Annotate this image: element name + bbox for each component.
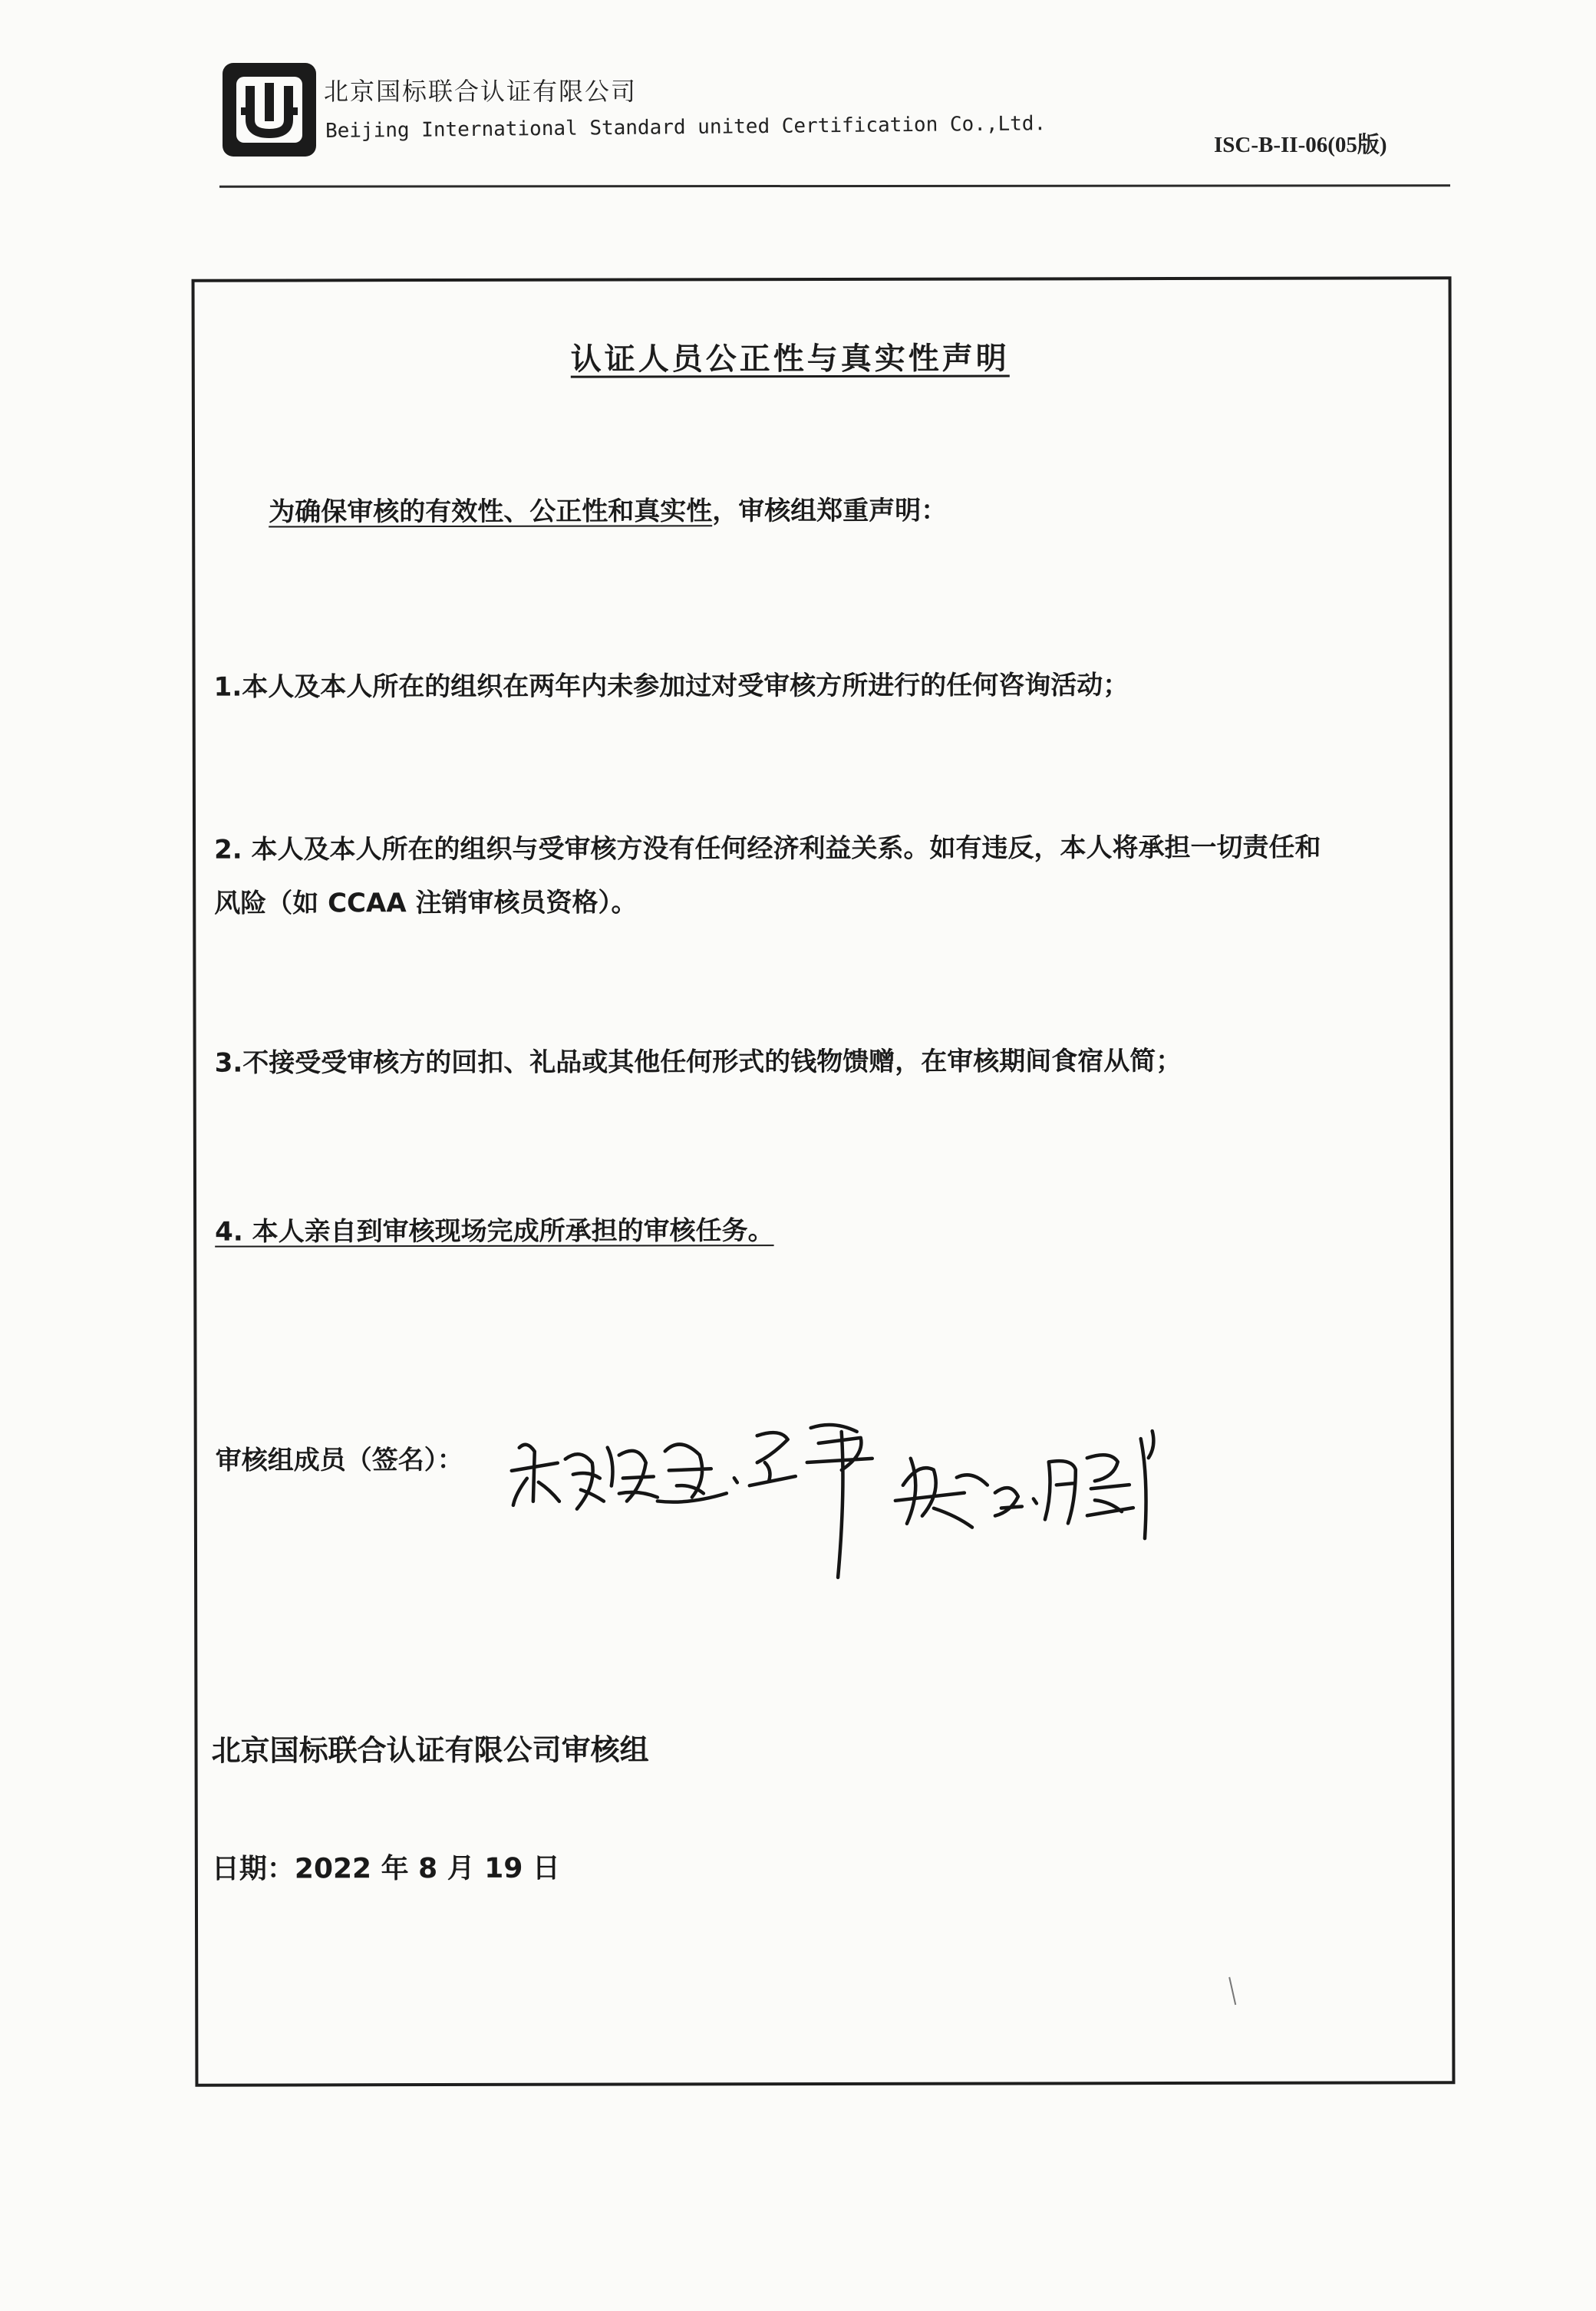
intro-rest-text: ，审核组郑重声明： <box>712 495 948 527</box>
declaration-item-3: 3.不接受受审核方的回扣、礼品或其他任何形式的钱物馈赠，在审核期间食宿从简； <box>214 1046 1182 1079</box>
handwritten-signatures <box>504 1416 1179 1594</box>
document-code: ISC-B-II-06(05版) <box>1214 133 1387 157</box>
stray-pen-mark <box>1226 1976 1238 2006</box>
declaration-date: 日期：2022 年 8 月 19 日 <box>211 1852 560 1885</box>
header-divider <box>219 184 1450 187</box>
company-name-en: Beijing International Standard united Certification Co.,Ltd. <box>325 112 1047 143</box>
declaration-frame <box>192 276 1456 2086</box>
signature-label: 审核组成员（签名）： <box>215 1444 463 1476</box>
intro-underlined-text: 为确保审核的有效性、公正性和真实性 <box>269 496 713 528</box>
company-name-cn: 北京国标联合认证有限公司 <box>324 77 638 106</box>
isc-logo-icon <box>219 60 319 160</box>
declaration-item-2-line-2: 风险（如 CCAA 注销审核员资格）。 <box>214 887 638 919</box>
intro-paragraph <box>269 490 947 529</box>
document-title: 认证人员公正性与真实性声明 <box>570 341 1010 377</box>
declaration-item-2-line-1: 2. 本人及本人所在的组织与受审核方没有任何经济利益关系。如有违反，本人将承担一切责任和 <box>214 832 1321 865</box>
declaration-item-4: 4. 本人亲自到审核现场完成所承担的审核任务。 <box>215 1215 774 1248</box>
declaration-item-1: 1.本人及本人所在的组织在两年内未参加过对受审核方所进行的任何咨询活动； <box>213 670 1129 703</box>
audit-team-org: 北京国标联合认证有限公司审核组 <box>211 1732 649 1768</box>
